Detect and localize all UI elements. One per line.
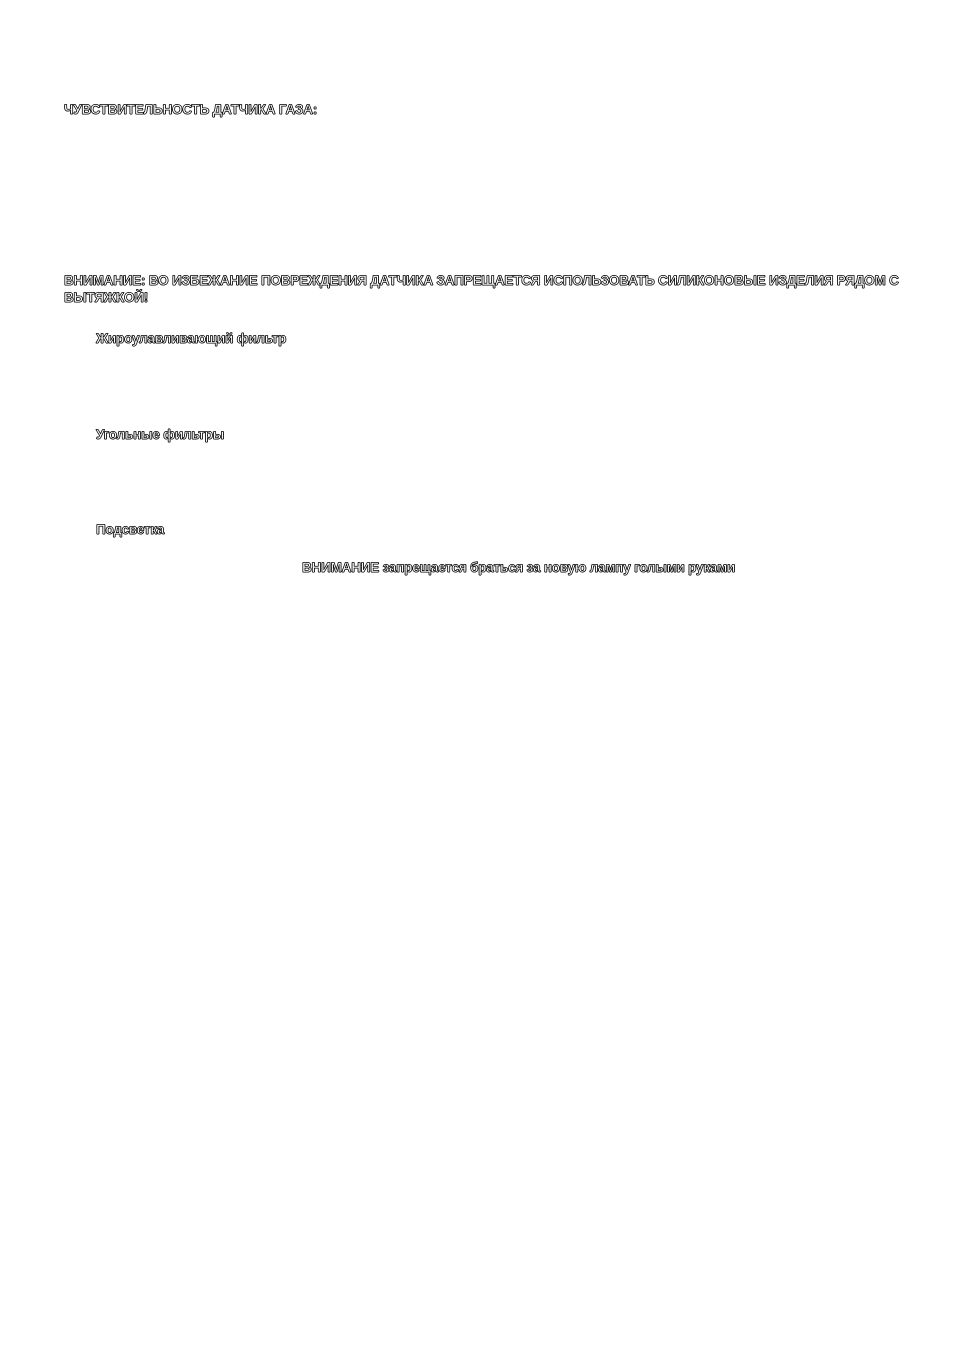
- carbon-filters-heading: Угольные фильтры: [96, 427, 225, 442]
- grease-filter-heading: Жироулавливающий фильтр: [96, 331, 287, 346]
- silicone-warning-text: ВНИМАНИЕ: ВО ИЗБЕЖАНИЕ ПОВРЕЖДЕНИЯ ДАТЧИКА ЗАПРЕЩАЕТСЯ ИСПОЛЬЗОВАТЬ СИЛИКОНОВЫЕ ИЗДЕЛИЯ РЯДОМ С ВЫТЯЖКОЙ!: [64, 273, 899, 305]
- lamp-warning-text: ВНИМАНИЕ запрещается браться за новую лампу голыми руками: [302, 560, 736, 575]
- lighting-heading: Подсветка: [96, 522, 165, 537]
- gas-sensor-sensitivity-heading: ЧУВСТВИТЕЛЬНОСТЬ ДАТЧИКА ГАЗА:: [64, 102, 318, 117]
